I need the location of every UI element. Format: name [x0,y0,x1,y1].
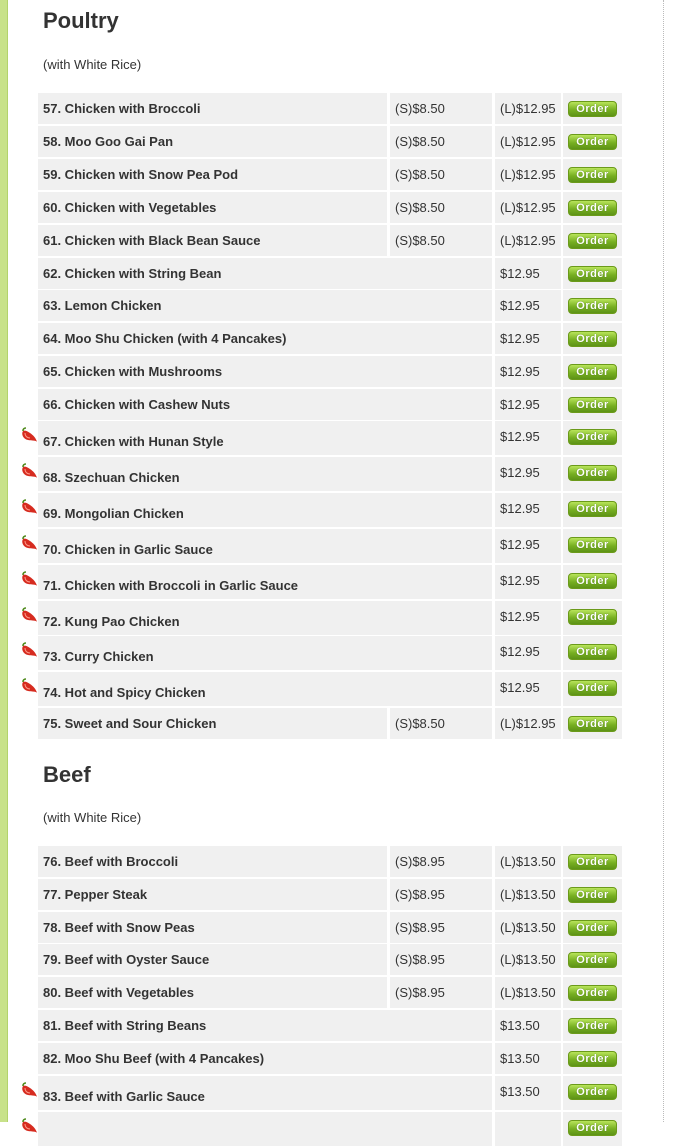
item-price: $12.95 [495,457,561,491]
order-button[interactable]: Order [568,501,617,517]
item-name: 70. Chicken in Garlic Sauce [38,529,492,563]
item-name: 63. Lemon Chicken [38,290,492,321]
item-name: 71. Chicken with Broccoli in Garlic Sauce [38,565,492,599]
order-button[interactable]: Order [568,429,617,445]
item-name: 60. Chicken with Vegetables [38,192,387,223]
order-button[interactable]: Order [568,167,617,183]
order-button[interactable]: Order [568,985,617,1001]
order-button[interactable]: Order [568,854,617,870]
item-name: 74. Hot and Spicy Chicken [38,672,492,706]
item-name: 73. Curry Chicken [38,636,492,670]
left-accent-bar [0,0,8,1122]
order-button[interactable]: Order [568,887,617,903]
large-price: (L)$12.95 [495,192,561,223]
chili-pepper-icon [20,463,38,479]
order-button[interactable]: Order [568,1018,617,1034]
section-title: Beef [43,762,91,787]
large-price: (L)$12.95 [495,708,561,739]
large-price: (L)$13.50 [495,944,561,975]
item-price: $12.95 [495,601,561,635]
item-name: 68. Szechuan Chicken [38,457,492,491]
order-button[interactable]: Order [568,952,617,968]
item-price: $12.95 [495,529,561,563]
order-button[interactable]: Order [568,920,617,936]
content-border [663,0,664,1122]
small-price: (S)$8.95 [390,977,492,1008]
order-button[interactable]: Order [568,1120,617,1136]
item-price: $12.95 [495,389,561,420]
order-button[interactable]: Order [568,298,617,314]
order-button[interactable]: Order [568,266,617,282]
order-button[interactable]: Order [568,331,617,347]
large-price: (L)$13.50 [495,912,561,943]
large-price: (L)$12.95 [495,126,561,157]
item-name: 61. Chicken with Black Bean Sauce [38,225,387,256]
chili-pepper-icon [20,535,38,551]
small-price: (S)$8.95 [390,879,492,910]
small-price: (S)$8.50 [390,93,492,124]
item-name: 80. Beef with Vegetables [38,977,387,1008]
order-button[interactable]: Order [568,537,617,553]
chili-pepper-icon [20,607,38,623]
order-button[interactable]: Order [568,644,617,660]
order-button[interactable]: Order [568,573,617,589]
item-price: $12.95 [495,258,561,289]
item-name: 77. Pepper Steak [38,879,387,910]
item-name: 65. Chicken with Mushrooms [38,356,492,387]
item-name: 66. Chicken with Cashew Nuts [38,389,492,420]
chili-pepper-icon [20,427,38,443]
section-subtitle: (with White Rice) [43,810,142,825]
item-name: 69. Mongolian Chicken [38,493,492,527]
item-name: 72. Kung Pao Chicken [38,601,492,635]
item-name: 83. Beef with Garlic Sauce [38,1076,492,1110]
small-price: (S)$8.50 [390,225,492,256]
chili-pepper-icon [20,1082,38,1098]
item-name: 82. Moo Shu Beef (with 4 Pancakes) [38,1043,492,1074]
item-name: 62. Chicken with String Bean [38,258,492,289]
item-name [38,1112,492,1146]
small-price: (S)$8.50 [390,159,492,190]
small-price: (S)$8.50 [390,708,492,739]
item-price: $12.95 [495,323,561,354]
order-button[interactable]: Order [568,101,617,117]
item-price: $12.95 [495,421,561,455]
item-price [495,1112,561,1146]
item-name: 76. Beef with Broccoli [38,846,387,877]
large-price: (L)$13.50 [495,879,561,910]
item-name: 79. Beef with Oyster Sauce [38,944,387,975]
item-name: 75. Sweet and Sour Chicken [38,708,387,739]
item-name: 81. Beef with String Beans [38,1010,492,1041]
item-name: 58. Moo Goo Gai Pan [38,126,387,157]
section-title: Poultry [43,8,119,33]
item-price: $12.95 [495,290,561,321]
order-button[interactable]: Order [568,134,617,150]
item-price: $12.95 [495,356,561,387]
small-price: (S)$8.50 [390,192,492,223]
order-button[interactable]: Order [568,364,617,380]
order-button[interactable]: Order [568,233,617,249]
section-subtitle: (with White Rice) [43,57,142,72]
item-price: $13.50 [495,1076,561,1110]
chili-pepper-icon [20,642,38,658]
order-button[interactable]: Order [568,609,617,625]
item-name: 59. Chicken with Snow Pea Pod [38,159,387,190]
item-name: 57. Chicken with Broccoli [38,93,387,124]
item-price: $12.95 [495,636,561,670]
item-price: $13.50 [495,1043,561,1074]
small-price: (S)$8.95 [390,912,492,943]
order-button[interactable]: Order [568,465,617,481]
order-button[interactable]: Order [568,716,617,732]
order-button[interactable]: Order [568,397,617,413]
small-price: (S)$8.95 [390,944,492,975]
small-price: (S)$8.50 [390,126,492,157]
large-price: (L)$12.95 [495,225,561,256]
chili-pepper-icon [20,499,38,515]
item-price: $12.95 [495,565,561,599]
item-price: $12.95 [495,493,561,527]
item-price: $12.95 [495,672,561,706]
chili-pepper-icon [20,1118,38,1134]
large-price: (L)$13.50 [495,977,561,1008]
item-name: 67. Chicken with Hunan Style [38,421,492,455]
chili-pepper-icon [20,678,38,694]
chili-pepper-icon [20,571,38,587]
item-price: $13.50 [495,1010,561,1041]
order-button[interactable]: Order [568,680,617,696]
large-price: (L)$12.95 [495,93,561,124]
item-name: 78. Beef with Snow Peas [38,912,387,943]
order-button[interactable]: Order [568,1084,617,1100]
order-button[interactable]: Order [568,1051,617,1067]
small-price: (S)$8.95 [390,846,492,877]
large-price: (L)$13.50 [495,846,561,877]
large-price: (L)$12.95 [495,159,561,190]
order-button[interactable]: Order [568,200,617,216]
item-name: 64. Moo Shu Chicken (with 4 Pancakes) [38,323,492,354]
